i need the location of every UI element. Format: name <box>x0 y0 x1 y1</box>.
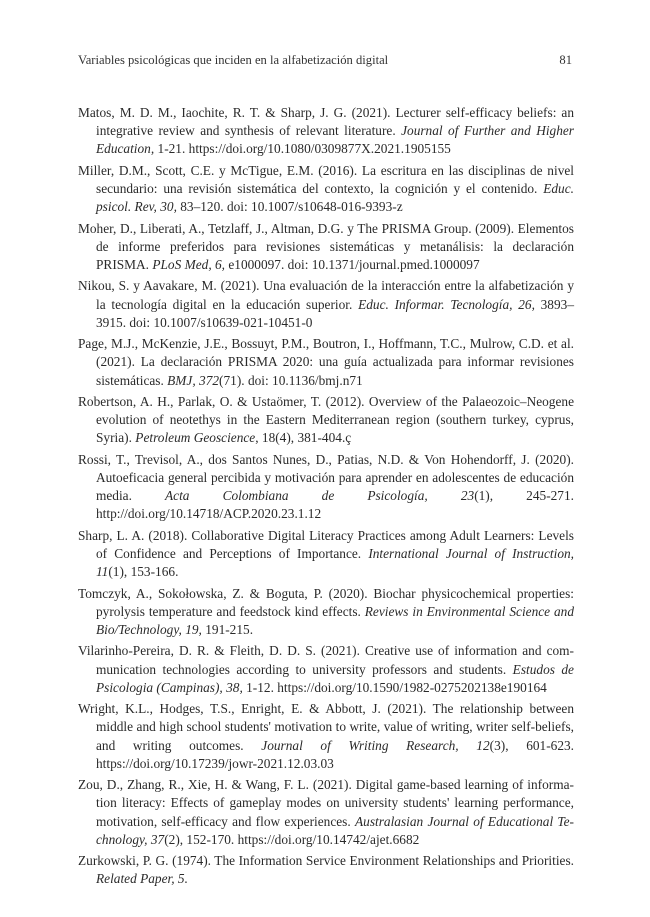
reference-text: Wright, K.L., Hodges, T.S., Enright, E. & Abbott, J. (2021). The relationship between middle and high school students' motivation to write, value of writing, writer self-beliefs, and writing outcomes. <box>78 701 574 753</box>
reference-source: Related Paper, 5. <box>96 871 188 887</box>
reference-details: (1), 245-271. http://doi.org/10.14718/ACP.2020.23.1.12 <box>96 488 574 522</box>
reference-details: , 18(4), 381-404.ç <box>255 430 352 446</box>
reference-source: Petroleum Geoscience <box>135 430 256 446</box>
reference-entry <box>78 776 574 849</box>
reference-details: 83–120. doi: 10.1007/s10648-016-9393-z <box>176 199 403 215</box>
reference-source: Educ. psicol. Rev, 30, <box>96 181 574 215</box>
reference-text: Page, M.J., McKenzie, J.E., Bossuyt, P.M., Boutron, I., Hoffmann, T.C., Mulrow, C.D. et al. (2021). La declaración PRISMA 2020: una guía actualizada para informar revisiones sistemáticas. <box>78 336 574 388</box>
reference-source: Educ. Informar. Tecnología, 26, <box>358 296 535 312</box>
reference-source: Australasian Journal of Educational Technology, 37 <box>96 813 574 847</box>
reference-details: 1-21. https://doi.org/10.1080/0309877X.2021.1905155 <box>154 141 451 157</box>
page-header <box>78 53 572 71</box>
reference-text: Tomczyk, A., Sokołowska, Z. & Boguta, P. (2020). Biochar physicochemical properties: pyrolysis temperature and feedstock kind effects. <box>78 585 574 619</box>
reference-source: Acta Colombiana de Psicología, 23 <box>165 488 475 504</box>
reference-text: Zurkowski, P. G. (1974). The Information Service Environment Relationships and Priorities. <box>78 853 574 869</box>
reference-source: Journal of Further and Higher Education, <box>96 123 574 157</box>
reference-text: Moher, D., Liberati, A., Tetzlaff, J., Altman, D.G. y The PRISMA Group. (2009). Elementos de informe preferidos para revisiones sistemáticas y metanálisis: la declaración PRISMA. <box>78 220 574 272</box>
reference-details: e1000097. doi: 10.1371/journal.pmed.1000097 <box>225 257 480 272</box>
reference-details: (71). doi: 10.1136/bmj.n71 <box>219 372 363 388</box>
page-number: 81 <box>559 53 572 67</box>
reference-details: 1-12. https://doi.org/10.1590/1982-0275202138e190164 <box>242 679 547 695</box>
reference-text: Matos, M. D. M., Iaochite, R. T. & Sharp, J. G. (2021). Lecturer self-efficacy beliefs: an integrative review and synthesis of relevant literature. <box>78 105 574 139</box>
reference-entry <box>78 451 574 524</box>
reference-text: Sharp, L. A. (2018). Collaborative Digital Literacy Practices among Adult Learners: Levels of Confidence and Perceptions of Importance. <box>78 527 574 561</box>
reference-entry <box>78 220 574 275</box>
reference-entry <box>78 585 574 640</box>
reference-source: International Journal of Instruction, 11 <box>96 545 574 580</box>
reference-entry <box>78 700 574 773</box>
reference-details: (3), 601-623. https://doi.org/10.17239/jowr-2021.12.03.03 <box>96 737 575 771</box>
reference-entry <box>78 104 574 159</box>
reference-source: Estudos de Psicologia (Campinas), 38, <box>96 661 574 695</box>
reference-entry <box>78 852 574 888</box>
reference-entry <box>78 162 574 217</box>
reference-entry <box>78 527 574 582</box>
reference-list <box>78 104 574 892</box>
reference-source: Reviews in Environmental Science and Bio/Technology, 19, <box>96 603 574 637</box>
reference-text: Zou, D., Zhang, R., Xie, H. & Wang, F. L. (2021). Digital game-based learning of information literacy: Effects of gameplay modes on university students' learning performance, motivation, self-efficacy and flow experiences. <box>78 777 574 829</box>
reference-details: (2), 152-170. https://doi.org/10.14742/ajet.6682 <box>164 831 420 847</box>
reference-source: BMJ, 372 <box>167 372 220 388</box>
reference-text: Robertson, A. H., Parlak, O. & Ustaömer, T. (2012). Overview of the Palaeozoic–Neogene evolution of neotethys in the Eastern Mediterranean region (southern turkey, cyprus, Syria). <box>78 393 574 446</box>
reference-text: Rossi, T., Trevisol, A., dos Santos Nunes, D., Patias, N.D. & Von Hohendorff, J. (2020). Autoeficacia general percibida y motivación para aprender en adolescentes de educación media. <box>78 451 574 504</box>
reference-entry <box>78 335 574 390</box>
reference-details: (1), 153-166. <box>108 564 179 580</box>
reference-source: PLoS Med, 6, <box>152 257 226 272</box>
reference-text: Nikou, S. y Aavakare, M. (2021). Una evaluación de la interacción entre la alfabetización y la tecnología digital en la educación superior. <box>78 278 574 312</box>
reference-text: Vilarinho-Pereira, D. R. & Fleith, D. D. S. (2021). Creative use of information and communication technologies according to university professors and students. <box>78 643 574 677</box>
reference-text: Miller, D.M., Scott, C.E. y McTigue, E.M. (2016). La escritura en las disciplinas de nivel secundario: una revisión sistemática del contexto, la cognición y el contenido. <box>78 162 574 196</box>
reference-entry <box>78 642 574 697</box>
reference-details: 191-215. <box>201 621 254 637</box>
reference-details: 3893–3915. doi: 10.1007/s10639-021-10451-0 <box>96 296 574 330</box>
running-title: Variables psicológicas que inciden en la alfabetización digital <box>78 53 389 67</box>
reference-source: Journal of Writing Research, 12 <box>261 737 490 753</box>
reference-entry <box>78 393 574 448</box>
reference-entry <box>78 277 574 332</box>
